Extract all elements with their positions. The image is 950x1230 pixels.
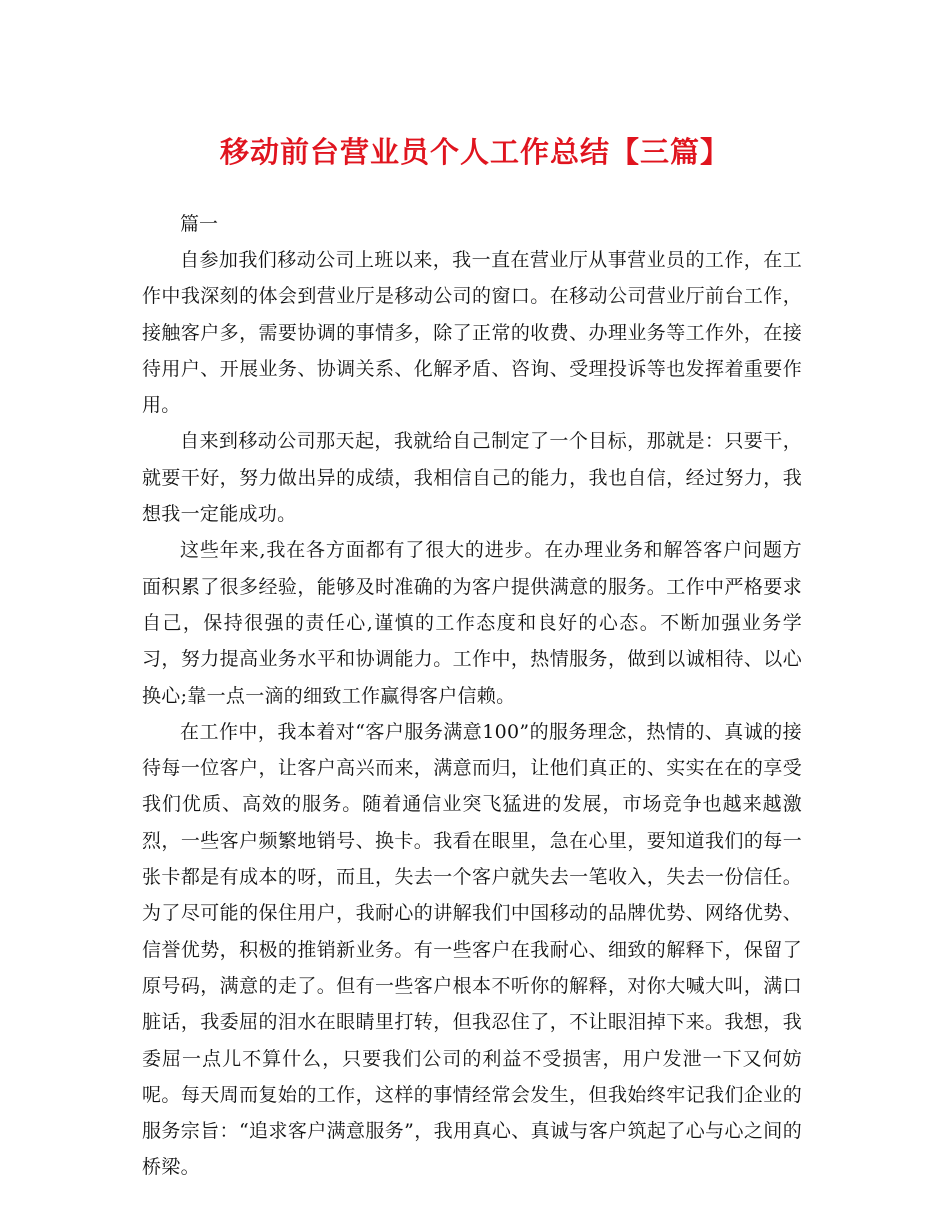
document-title: 移动前台营业员个人工作总结【三篇】 <box>219 135 730 169</box>
paragraph-3: 这些年来,我在各方面都有了很大的进步。在办理业务和解答客户问题方面积累了很多经验，能够及时准确的为客户提供满意的服务。工作中严格要求自己，保持很强的责任心,谨慎的工作态度和良好的心态。不断加强业务学习，努力提高业务水平和协调能力。工作中，热情服务，做到以诚相待、以心换心;靠一点一滴的细致工作赢得客户信赖。 <box>142 539 802 707</box>
paragraph-2: 自来到移动公司那天起，我就给自己制定了一个目标，那就是：只要干，就要干好，努力做出异的成绩，我相信自己的能力，我也自信，经过努力，我想我一定能成功。 <box>142 430 802 526</box>
paragraph-1: 自参加我们移动公司上班以来，我一直在营业厅从事营业员的工作，在工作中我深刻的体会到营业厅是移动公司的窗口。在移动公司营业厅前台工作，接触客户多，需要协调的事情多，除了正常的收费、办理业务等工作外，在接待用户、开展业务、协调关系、化解矛盾、咨询、受理投诉等也发挥着重要作用。 <box>142 249 802 417</box>
paragraph-4: 在工作中，我本着对“客户服务满意100”的服务理念，热情的、真诚的接待每一位客户，让客户高兴而来，满意而归，让他们真正的、实实在在的享受我们优质、高效的服务。随着通信业突飞猛进的发展，市场竞争也越来越激烈，一些客户频繁地销号、换卡。我看在眼里，急在心里，要知道我们的每一张卡都是有成本的呀，而且，失去一个客户就失去一笔收入，失去一份信任。为了尽可能的保住用户，我耐心的讲解我们中国移动的品牌优势、网络优势、信誉优势，积极的推销新业务。有一些客户在我耐心、细致的解释下，保留了原号码，满意的走了。但有一些客户根本不听你的解释，对你大喊大叫，满口脏话，我委屈的泪水在眼睛里打转，但我忍住了，不让眼泪掉下来。我想，我委屈一点儿不算什么，只要我们公司的利益不受损害，用户发泄一下又何妨呢。每天周而复始的工作，这样的事情经常会发生，但我始终牢记我们企业的服务宗旨：“追求客户满意服务”，我用真心、真诚与客户筑起了心与心之间的桥梁。 <box>142 720 802 1179</box>
section-heading: 篇一 <box>180 213 219 235</box>
document-body <box>142 206 802 1186</box>
